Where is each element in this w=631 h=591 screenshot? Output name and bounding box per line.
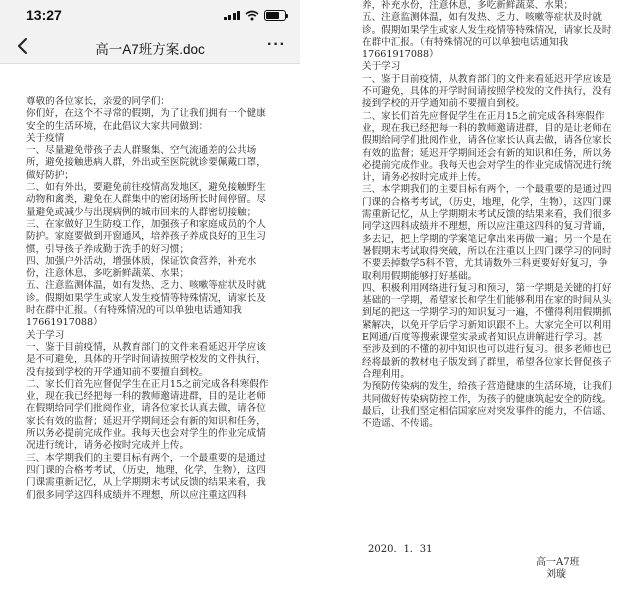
wifi-icon xyxy=(245,10,259,21)
section-heading-epidemic: 关于疫情 xyxy=(26,132,65,144)
paragraph: 三、在家做好卫生防疫工作，加强孩子和家庭成员的个人防护。家庭要做到开窗通风，培养孩子养成良好的卫生习惯，引导孩子养成勤于洗手的好习惯； xyxy=(26,218,266,255)
paragraph: 二、如有外出，要避免前往疫情高发地区，避免接触野生动物和禽类，避免在人群集中的密闭场所长时间停留。尽量避免或减少与出现病例的城市回来的人群密切接触； xyxy=(26,182,266,218)
closing-paragraph: 为预防传染病的发生，给孩子营造健康的生活环境，让我们共同做好传染病防控工作，为孩子的健康筑起安全的防线。最后，让我们坚定相信国家应对突发事件的能力，不信谣、不造谣、不传谣。 xyxy=(362,381,612,430)
paragraph: 四、加强户外活动，增强体质，保证饮食营养，补充水份，注意休息，多吃新鲜蔬菜、水果； xyxy=(26,255,257,280)
nav-bar xyxy=(0,30,300,64)
section-heading-study: 关于学习 xyxy=(26,329,65,341)
section-heading-study: 关于学习 xyxy=(362,61,401,73)
paragraph: 二、家长们首先应督促学生在正月15之前完成各科寒假作业，现在我已经把每一科的教师邀请进群，目的是让老师在假期给同学们批阅作业，请各位家长认真去做，请各位家长有效的监督；延迟开学期间还会有新的知识和任务，所以务必提前完成作业。我每天也会对学生的作业完成情况进行统计，请务必按时完成并上传。 xyxy=(362,110,612,184)
paragraph: 三、本学期我们的主要目标有两个，一个最重要的是通过四门课的合格考考试，（历史，地理，化学，生物），这四门课需重新记忆，从上学期期末考试反馈的结果来看，我们很多同学这四科成绩并不理想，所以应注重这四科的复习背诵，多去记，把上学期的学案笔记拿出来再做一遍；另一个是在暑假期末考试取得突破，所以在注重以上四门课学习的同时不要丢掉数学5科不管，尤其请数外三科更要好好复习，争取利用假期能够打好基础。 xyxy=(362,184,612,282)
back-arrow-icon[interactable] xyxy=(12,34,34,58)
intro-paragraph: 你们好，在这个不寻常的假期，为了让我们拥有一个健康安全的生活环境，在此倡议大家共同做到： xyxy=(26,108,266,132)
status-bar xyxy=(0,0,300,30)
left-document-body xyxy=(26,96,274,591)
document-title: 高一A7班方案.doc xyxy=(95,42,205,57)
right-document-page xyxy=(346,0,626,591)
more-options-button[interactable]: ··· xyxy=(267,36,286,53)
paragraph: 一、尽量避免带孩子去人群聚集、空气流通差的公共场所，避免接触患病人群，外出或至医院就诊要佩戴口罩，做好防护； xyxy=(26,145,266,181)
signature-date: 2020．1．31 xyxy=(368,544,433,555)
signature-class: 高一A7班 xyxy=(536,557,580,568)
paragraph: 二、家长们首先应督促学生在正月15之前完成各科寒假作业，现在我已经把每一科的教师邀请进群，目的是让老师在假期给同学们批阅作业，请各位家长认真去做，请各位家长有效的监督；延迟开学期间还会有新的知识和任务，所以务必提前完成作业。我每天也会对学生的作业完成情况进行统计，请务必按时完成并上传。 xyxy=(26,378,269,452)
status-time: 13:27 xyxy=(26,7,62,23)
battery-icon xyxy=(264,10,286,21)
right-document-body xyxy=(362,0,612,430)
paragraph: 一、鉴于目前疫情，从教育部门的文件来看延迟开学应该是不可避免，具体的开学时间请按照学校发的文件执行，没有接到学校的开学通知前不要擅自到校。 xyxy=(362,73,612,110)
status-icons xyxy=(224,9,287,21)
paragraph: 四、积极利用网络进行复习和预习，第一学期是关键的打好基础的一学期，希望家长和学生们能够利用在家的时间从头到尾的把这一学期学习的知识复习一遍，不懂得利用假期抓紧解决，以免开学后学习新知识跟不上。大家完全可以利用E网通/百度等搜索课堂实录或者知识点讲解进行学习。甚至涉及到的不懂的初中知识也可以进行复习。很多老师也已经将最新的教材电子版发到了群里，希望各位家长督促孩子合理利用。 xyxy=(362,282,612,380)
paragraph: 五、注意监测体温，如有发热、乏力、咳嗽等症状及时就诊。假期如果学生或家人发生疫情等特殊情况，请家长及时在群中汇报。（有特殊情况的可以单独电话通知我17661917088） xyxy=(362,12,612,61)
paragraph: 三、本学期我们的主要目标有两个，一个最重要的是通过四门课的合格考考试，（历史，地理，化学，生物），这四门课需重新记忆，从上学期期末考试反馈的结果来看，我们很多同学这四科成绩并不理想，所以应注重这四科 xyxy=(26,452,266,501)
paragraph: 一、鉴于目前疫情，从教育部门的文件来看延迟开学应该是不可避免，具体的开学时间请按照学校发的文件执行，没有接到学校的开学通知前不要擅自到校。 xyxy=(26,341,266,378)
paragraph: 养，补充水份，注意休息，多吃新鲜蔬菜、水果； xyxy=(362,0,574,11)
signature-author: 刘璇 xyxy=(546,569,566,580)
greeting: 尊敬的各位家长，亲爱的同学们： xyxy=(26,96,170,107)
paragraph: 五、注意监测体温，如有发热、乏力、咳嗽等症状及时就诊。假期如果学生或家人发生疫情等特殊情况，请家长及时在群中汇报。（有特殊情况的可以单独电话通知我17661917088） xyxy=(26,280,266,329)
cellular-signal-icon xyxy=(224,10,241,20)
phone-screenshot xyxy=(0,0,300,591)
